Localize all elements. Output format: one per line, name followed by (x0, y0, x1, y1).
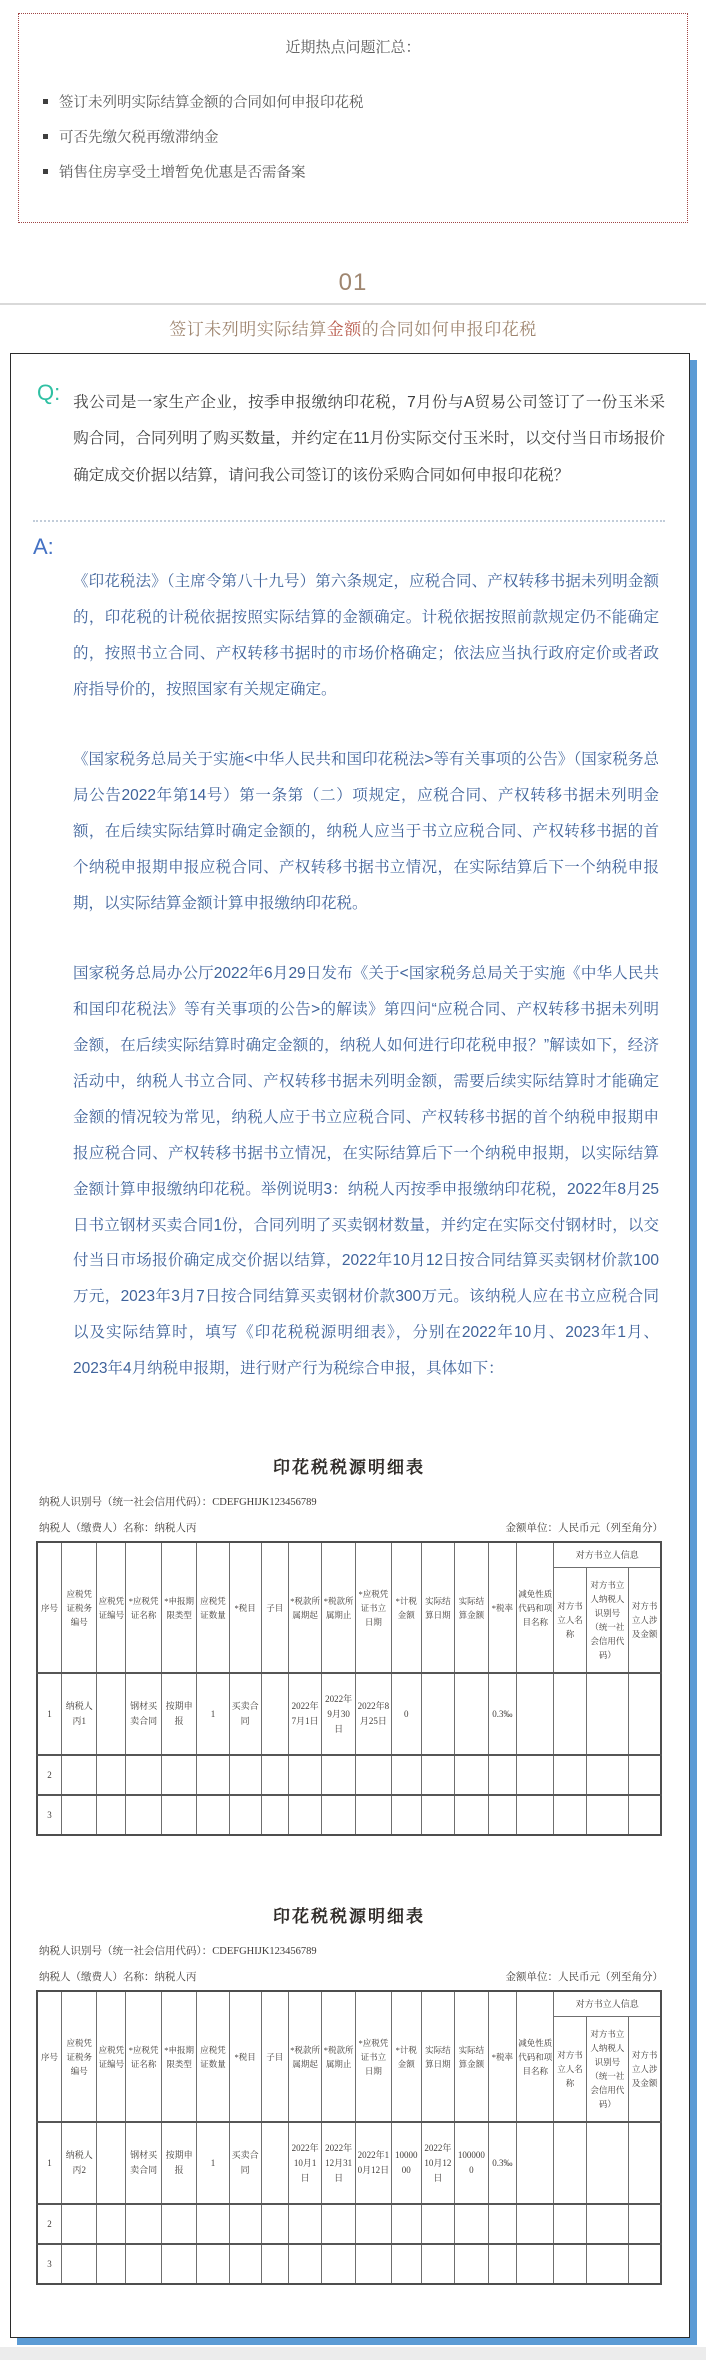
table-cell (322, 1755, 356, 1795)
question-row (31, 380, 667, 494)
table-cell (554, 2204, 586, 2244)
table-cell (261, 2122, 288, 2204)
sub-column-header: 对方书立人涉及金额 (629, 1568, 661, 1674)
table-cell (629, 1673, 661, 1755)
hot-topic-item (43, 126, 675, 147)
hot-topic-text: 可否先缴欠税再缴滞纳金 (59, 130, 219, 146)
section-title-post: 的合同如何申报印花税 (361, 320, 537, 339)
table-row (37, 2204, 661, 2244)
table-cell (61, 1755, 96, 1795)
table-cell (322, 2204, 356, 2244)
group-column-header: 对方书立人信息 (554, 1542, 661, 1568)
table-cell (261, 1673, 288, 1755)
hot-topic-item (43, 91, 675, 112)
column-header: *应税凭证书立日期 (355, 1991, 391, 2122)
table-cell (391, 2204, 421, 2244)
table-cell (586, 1795, 629, 1835)
table-cell (488, 1755, 516, 1795)
table-cell (517, 1755, 554, 1795)
table-cell (126, 1755, 161, 1795)
square-bullet-icon (43, 134, 48, 139)
table-cell (229, 1755, 261, 1795)
hot-topics-list (31, 91, 675, 182)
group-column-header: 对方书立人信息 (554, 1991, 661, 2017)
table-row (37, 1673, 661, 1755)
table-cell (288, 1795, 322, 1835)
table-cell: 按期申报 (161, 1673, 196, 1755)
table-cell (455, 1673, 489, 1755)
table-cell (455, 2204, 489, 2244)
sub-column-header: 对方书立人名称 (554, 1568, 586, 1674)
table-meta-row (39, 1520, 663, 1535)
table-cell: 1 (37, 1673, 61, 1755)
table-cell (161, 1795, 196, 1835)
section-number: 01 (338, 269, 368, 296)
table-cell (355, 1755, 391, 1795)
column-header: 应税凭证税务编号 (61, 1542, 96, 1673)
table-cell: 3 (37, 2244, 61, 2284)
table-meta-row (39, 1969, 663, 1984)
column-header: 应税凭证编号 (97, 1991, 126, 2122)
answer-paragraph: 《国家税务总局关于实施<中华人民共和国印花税法>等有关事项的公告》（国家税务总局公告2022年第14号）第一条第（二）项规定，应税合同、产权转移书据未列明金额，在后续实际结算时确定金额的，纳税人应当于书立应税合同、产权转移书据的首个纳税申报期申报应税合同、产权转移书据书立情况，在实际结算后下一个纳税申报期，以实际结算金额计算申报缴纳印花税。 (73, 751, 659, 912)
column-header: *税款所属期止 (322, 1542, 356, 1673)
table-cell (391, 1795, 421, 1835)
table-cell (355, 1795, 391, 1835)
table-cell (586, 2122, 629, 2204)
table-cell (455, 2244, 489, 2284)
taxpayer-name-line: 纳税人（缴费人）名称：纳税人丙 (39, 1523, 197, 1535)
table-cell (126, 2204, 161, 2244)
table-cell (554, 2244, 586, 2284)
table-row (37, 1755, 661, 1795)
table-cell (229, 2244, 261, 2284)
page-bottom-strip (0, 2347, 706, 2360)
table-cell: 2022年12月31日 (322, 2122, 356, 2204)
question-text: 我公司是一家生产企业，按季申报缴纳印花税，7月份与A贸易公司签订了一份玉米采购合同，合同列明了购买数量，并约定在11月份实际交付玉米时，以交付当日市场报价确定成交价据以结算，请问我公司签订的该份采购合同如何申报印花税？ (73, 394, 665, 484)
table-cell: 0 (391, 1673, 421, 1755)
table-cell: 纳税人丙2 (61, 2122, 96, 2204)
table-cell (322, 2244, 356, 2284)
table-cell (488, 2244, 516, 2284)
column-header: 应税凭证税务编号 (61, 1991, 96, 2122)
table-cell (455, 1755, 489, 1795)
table-cell (391, 1755, 421, 1795)
square-bullet-icon (43, 99, 48, 104)
table-cell (629, 1755, 661, 1795)
section-divider-line (0, 303, 706, 305)
table-cell: 钢材买卖合同 (126, 2122, 161, 2204)
table-cell (455, 1795, 489, 1835)
column-header: 子目 (261, 1542, 288, 1673)
column-header: *税率 (488, 1542, 516, 1673)
table-title: 印花税税源明细表 (273, 1458, 425, 1478)
section-title (0, 315, 706, 340)
table-cell (421, 1673, 455, 1755)
table-cell (391, 2244, 421, 2284)
column-header: 实际结算金额 (455, 1991, 489, 2122)
taxpayer-id-line: 纳税人识别号（统一社会信用代码）：CDEFGHIJK123456789 (39, 1946, 317, 1958)
table-row (37, 2122, 661, 2204)
column-header: *申报期限类型 (161, 1542, 196, 1673)
q-label: Q: (37, 380, 61, 405)
hot-topics-box (18, 13, 688, 223)
column-header: 子目 (261, 1991, 288, 2122)
table-cell (517, 2204, 554, 2244)
table-cell: 2022年10月1日 (288, 2122, 322, 2204)
table-cell: 1 (197, 2122, 229, 2204)
table-cell (161, 2204, 196, 2244)
table-cell (197, 2204, 229, 2244)
sub-column-header: 对方书立人纳税人识别号（统一社会信用代码） (586, 2017, 629, 2123)
column-header: *税款所属期止 (322, 1991, 356, 2122)
table-cell (97, 1673, 126, 1755)
table-cell (421, 2204, 455, 2244)
table-cell (261, 2244, 288, 2284)
column-header: 实际结算金额 (455, 1542, 489, 1673)
column-header: *计税金额 (391, 1542, 421, 1673)
table-cell (554, 2122, 586, 2204)
table-cell (97, 1795, 126, 1835)
table-cell (197, 1795, 229, 1835)
column-header: *申报期限类型 (161, 1991, 196, 2122)
answer-paragraph: 《印花税法》（主席令第八十九号）第六条规定，应税合同、产权转移书据未列明金额的，印花税的计税依据按照实际结算的金额确定。计税依据按照前款规定仍不能确定的，按照书立合同、产权转移书据时的市场价格确定；依法应当执行政府定价或者政府指导价的，按照国家有关规定确定。 (73, 573, 659, 699)
table-cell (517, 1673, 554, 1755)
table-cell (288, 2204, 322, 2244)
qa-box (10, 353, 690, 2338)
table-cell (517, 2244, 554, 2284)
table-cell (517, 2122, 554, 2204)
table-cell (161, 1755, 196, 1795)
table-cell (421, 1755, 455, 1795)
sub-column-header: 对方书立人名称 (554, 2017, 586, 2123)
table-cell: 3 (37, 1795, 61, 1835)
table-cell (126, 2244, 161, 2284)
column-header: 应税凭证数量 (197, 1991, 229, 2122)
table-cell (629, 2204, 661, 2244)
column-header: 实际结算日期 (421, 1991, 455, 2122)
column-header: 应税凭证数量 (197, 1542, 229, 1673)
table-cell (61, 2204, 96, 2244)
table-cell (421, 1795, 455, 1835)
table-cell (421, 2244, 455, 2284)
column-header: 序号 (37, 1542, 61, 1673)
table-cell (97, 2122, 126, 2204)
table-cell: 2022年7月1日 (288, 1673, 322, 1755)
table-cell: 2 (37, 1755, 61, 1795)
table-cell: 纳税人丙1 (61, 1673, 96, 1755)
column-header: 减免性质代码和项目名称 (517, 1542, 554, 1673)
column-header: *税款所属期起 (288, 1542, 322, 1673)
column-header: *税目 (229, 1542, 261, 1673)
table-cell (261, 2204, 288, 2244)
table-cell (517, 1795, 554, 1835)
table-cell (322, 1795, 356, 1835)
table-cell (126, 1795, 161, 1835)
table-cell (197, 2244, 229, 2284)
column-header: 减免性质代码和项目名称 (517, 1991, 554, 2122)
table-cell (288, 1755, 322, 1795)
table-cell (97, 2244, 126, 2284)
column-header: *税款所属期起 (288, 1991, 322, 2122)
section-header (0, 269, 706, 340)
table-cell (355, 2204, 391, 2244)
table-cell (61, 2244, 96, 2284)
table-cell (586, 2204, 629, 2244)
answer-paragraph: 国家税务总局办公厅2022年6月29日发布《关于<国家税务总局关于实施《中华人民共和国印花税法》等有关事项的公告>的解读》第四问“应税合同、产权转移书据未列明金额，在后续实际结算时确定金额的，纳税人如何进行印花税申报？”解读如下，经济活动中，纳税人书立合同、产权转移书据未列明金额，需要后续实际结算时才能确定金额的情况较为常见，纳税人应于书立应税合同、产权转移书据的首个纳税申报期申报应税合同、产权转移书据书立情况，在实际结算后下一个纳税申报期，以实际结算金额计算申报缴纳印花税。举例说明3：纳税人丙按季申报缴纳印花税，2022年8月25日书立钢材买卖合同1份，合同列明了买卖钢材数量，并约定在实际交付钢材时，以交付当日市场报价确定成交价据以结算，2022年10月12日按合同结算买卖钢材价款100万元，2023年3月7日按合同结算买卖钢材价款300万元。该纳税人应在书立应税合同以及实际结算时，填写《印花税税源明细表》，分别在2022年10月、2023年1月、2023年4月纳税申报期，进行财产行为税综合申报，具体如下： (73, 964, 659, 1378)
table-cell: 0.3‰ (488, 1673, 516, 1755)
table-cell (554, 1673, 586, 1755)
table-cell: 2022年10月12日 (421, 2122, 455, 2204)
table-cell (261, 1755, 288, 1795)
column-header: *税目 (229, 1991, 261, 2122)
table-cell (488, 1795, 516, 1835)
table-cell (629, 2244, 661, 2284)
column-header: *计税金额 (391, 1991, 421, 2122)
table-cell (229, 1795, 261, 1835)
amount-unit-line: 金额单位：人民币元（列至角分） (505, 1972, 663, 1984)
column-header: *税率 (488, 1991, 516, 2122)
table-cell (586, 2244, 629, 2284)
table-cell: 0.3‰ (488, 2122, 516, 2204)
table-cell (61, 1795, 96, 1835)
taxpayer-id-line: 纳税人识别号（统一社会信用代码）：CDEFGHIJK123456789 (39, 1497, 317, 1509)
column-header: *应税凭证名称 (126, 1991, 161, 2122)
table-cell: 1000000 (391, 2122, 421, 2204)
column-header: 实际结算日期 (421, 1542, 455, 1673)
tax-source-table (36, 1990, 662, 2285)
hot-topic-text: 签订未列明实际结算金额的合同如何申报印花税 (59, 95, 364, 111)
amount-unit-line: 金额单位：人民币元（列至角分） (505, 1523, 663, 1535)
table-cell: 买卖合同 (229, 1673, 261, 1755)
table-cell: 1 (197, 1673, 229, 1755)
sub-column-header: 对方书立人纳税人识别号（统一社会信用代码） (586, 1568, 629, 1674)
table-cell (229, 2204, 261, 2244)
table-cell (197, 1755, 229, 1795)
table-cell: 1000000 (455, 2122, 489, 2204)
table-cell (554, 1755, 586, 1795)
table-cell (586, 1755, 629, 1795)
table-cell (355, 2244, 391, 2284)
table-cell (288, 2244, 322, 2284)
table-cell: 2022年9月30日 (322, 1673, 356, 1755)
table-cell: 按期申报 (161, 2122, 196, 2204)
taxpayer-name-line: 纳税人（缴费人）名称：纳税人丙 (39, 1972, 197, 1984)
table-cell (97, 1755, 126, 1795)
table-cell (629, 1795, 661, 1835)
table-cell: 2022年10月12日 (355, 2122, 391, 2204)
hot-topics-title: 近期热点问题汇总： (285, 39, 421, 56)
hot-topic-text: 销售住房享受土增暂免优惠是否需备案 (59, 165, 306, 181)
hot-topic-item (43, 161, 675, 182)
column-header: *应税凭证名称 (126, 1542, 161, 1673)
table-row (37, 1795, 661, 1835)
table-cell (586, 1673, 629, 1755)
tax-source-table (36, 1541, 662, 1836)
table-cell: 买卖合同 (229, 2122, 261, 2204)
qa-dotted-divider (33, 520, 665, 522)
table-cell (488, 2204, 516, 2244)
table-cell (261, 1795, 288, 1835)
tax-source-detail-table-1 (31, 1453, 667, 1836)
square-bullet-icon (43, 169, 48, 174)
section-title-pre: 签订未列明实际结算 (169, 320, 327, 339)
tax-source-detail-table-2 (31, 1902, 667, 2285)
table-cell: 1 (37, 2122, 61, 2204)
table-cell: 2022年8月25日 (355, 1673, 391, 1755)
table-row (37, 2244, 661, 2284)
table-cell: 钢材买卖合同 (126, 1673, 161, 1755)
table-cell: 2 (37, 2204, 61, 2244)
sub-column-header: 对方书立人涉及金额 (629, 2017, 661, 2123)
column-header: 序号 (37, 1991, 61, 2122)
column-header: *应税凭证书立日期 (355, 1542, 391, 1673)
table-cell (554, 1795, 586, 1835)
table-cell (97, 2204, 126, 2244)
table-cell (161, 2244, 196, 2284)
table-cell (629, 2122, 661, 2204)
section-title-highlight: 金额 (326, 320, 362, 339)
table-title: 印花税税源明细表 (273, 1907, 425, 1927)
column-header: 应税凭证编号 (97, 1542, 126, 1673)
a-label: A: (33, 534, 54, 560)
